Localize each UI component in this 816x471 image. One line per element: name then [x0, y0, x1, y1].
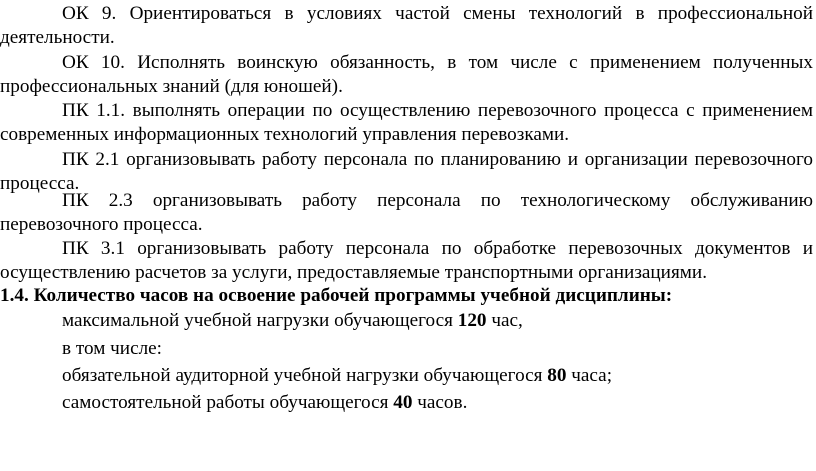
including-line: в том числе:: [62, 338, 163, 359]
self-study-line: [62, 391, 467, 415]
max-load-prefix: максимальной учебной нагрузки обучающегося: [62, 310, 458, 331]
self-study-prefix: самостоятельной работы обучающегося: [62, 392, 394, 413]
classroom-load-value: 80: [547, 365, 567, 386]
competency-ok10: ОК 10. Исполнять воинскую обязанность, в том числе с применением полученных профессиональных знаний (для юношей).: [0, 52, 813, 98]
competency-pk2-1: ПК 2.1 организовывать работу персонала по планированию и организации перевозочного процесса.: [0, 149, 813, 195]
competency-ok9: ОК 9. Ориентироваться в условиях частой смены технологий в профессиональной деятельности.: [0, 3, 813, 49]
max-load-value: 120: [457, 310, 487, 331]
self-study-suffix: часов.: [412, 392, 468, 413]
self-study-value: 40: [393, 392, 413, 413]
competency-pk1-1: ПК 1.1. выполнять операции по осуществлению перевозочного процесса с применением современных информационных технологий управления перевозками.: [0, 100, 813, 146]
competency-pk2-3: ПК 2.3 организовывать работу персонала по технологическому обслуживанию перевозочного процесса.: [0, 190, 813, 236]
max-load-line: [62, 309, 523, 333]
classroom-load-line: [62, 364, 612, 388]
classroom-load-suffix: часа;: [566, 365, 613, 386]
section-heading: 1.4. Количество часов на освоение рабочей программы учебной дисциплины:: [0, 285, 673, 306]
competency-pk3-1: ПК 3.1 организовывать работу персонала по обработке перевозочных документов и осуществлению расчетов за услуги, предоставляемые транспортными организациями.: [0, 238, 813, 284]
max-load-suffix: час,: [486, 310, 523, 331]
classroom-load-prefix: обязательной аудиторной учебной нагрузки обучающегося: [62, 365, 548, 386]
